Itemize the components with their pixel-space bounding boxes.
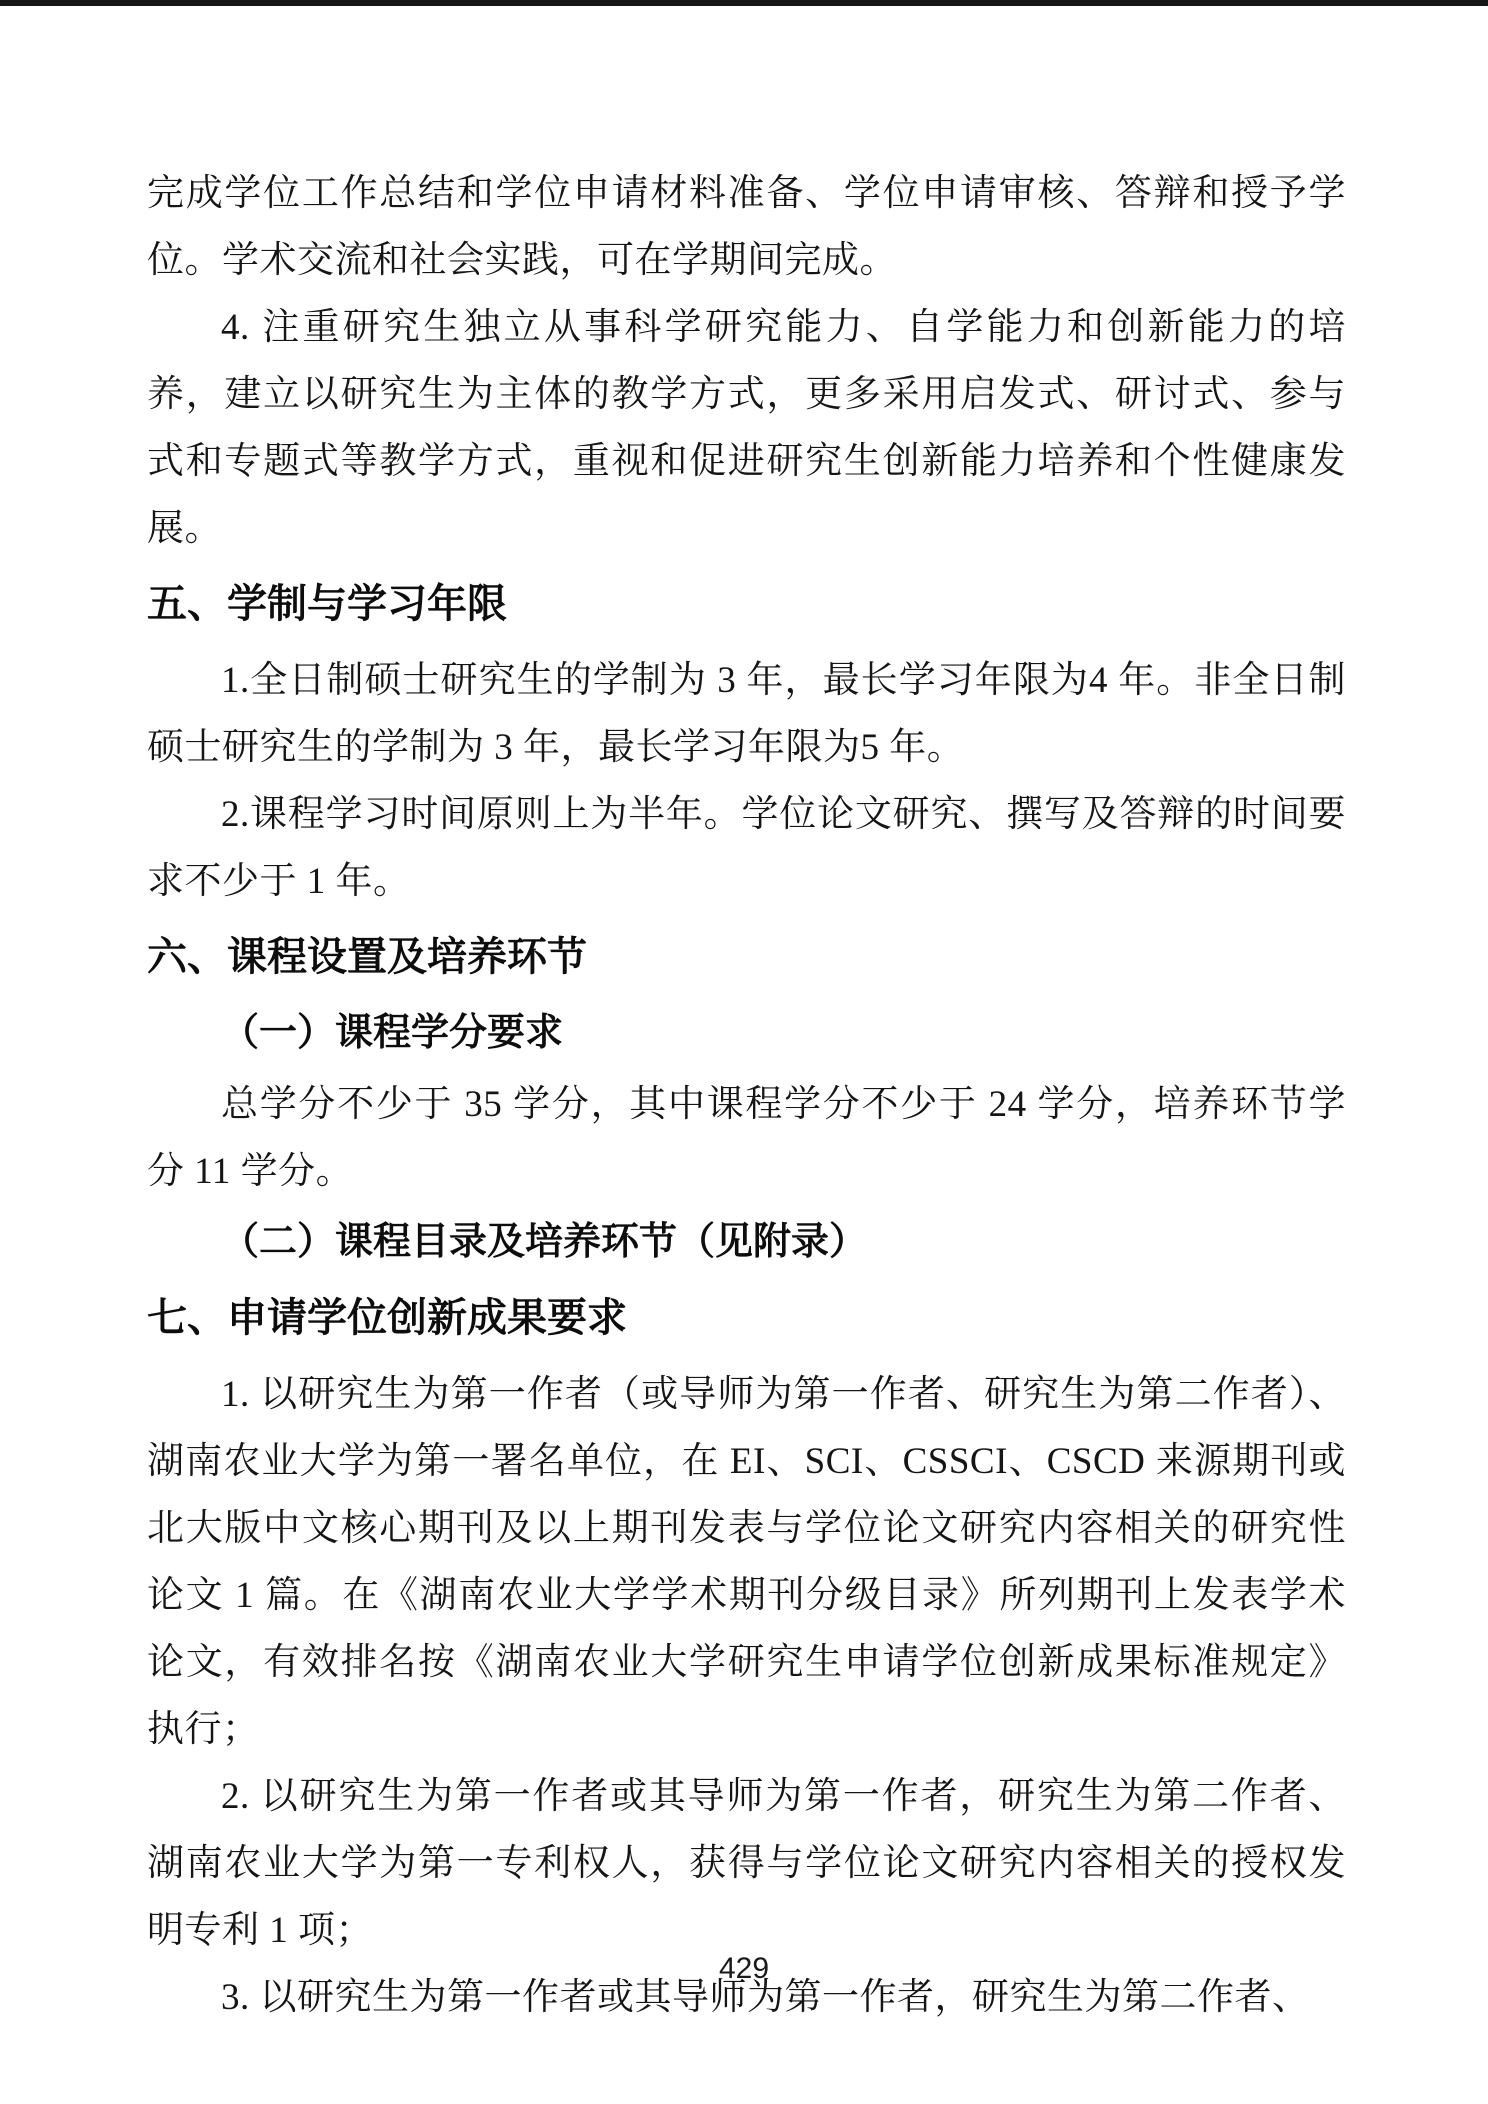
page-footer bbox=[0, 1952, 1488, 1986]
paragraph-total-credits: 总学分不少于 35 学分，其中课程学分不少于 24 学分，培养环节学分 11 学分。 bbox=[147, 1084, 1346, 1192]
section-heading-6-curriculum: 六、课程设置及培养环节 bbox=[147, 935, 587, 979]
paragraph-item-4-training: 4. 注重研究生独立从事科学研究能力、自学能力和创新能力的培养，建立以研究生为主体的教学方式，更多采用启发式、研讨式、参与式和专题式等教学方式，重视和促进研究生创新能力培养和个性健康发展。 bbox=[147, 307, 1346, 549]
page-number: 429 bbox=[718, 1952, 770, 1985]
paragraph-item-2-patent: 2. 以研究生为第一作者或其导师为第一作者，研究生为第二作者、湖南农业大学为第一专利权人，获得与学位论文研究内容相关的授权发明专利 1 项； bbox=[147, 1776, 1346, 1951]
paragraph-course-study-time: 2.课程学习时间原则上为半年。学位论文研究、撰写及答辩的时间要求不少于 1 年。 bbox=[147, 794, 1346, 902]
subheading-course-catalog: （二）课程目录及培养环节（见附录） bbox=[221, 1221, 868, 1263]
paragraph-fulltime-duration: 1.全日制硕士研究生的学制为 3 年，最长学习年限为4 年。非全日制硕士研究生的学制为 3 年，最长学习年限为5 年。 bbox=[147, 660, 1346, 768]
section-heading-5-study-duration: 五、学制与学习年限 bbox=[147, 582, 507, 626]
page-top-border bbox=[0, 0, 1488, 6]
paragraph-item-3-continued: 3. 以研究生为第一作者或其导师为第一作者，研究生为第二作者、 bbox=[221, 1977, 1310, 2018]
paragraph-degree-completion: 完成学位工作总结和学位申请材料准备、学位申请审核、答辩和授予学位。学术交流和社会实践，可在学期间完成。 bbox=[147, 173, 1346, 281]
page-content bbox=[147, 160, 1346, 2031]
subheading-credit-requirements: （一）课程学分要求 bbox=[221, 1012, 564, 1054]
section-heading-7-innovation-requirements: 七、申请学位创新成果要求 bbox=[147, 1296, 627, 1340]
paragraph-item-1-publication: 1. 以研究生为第一作者（或导师为第一作者、研究生为第二作者）、湖南农业大学为第一署名单位，在 EI、SCI、CSSCI、CSCD 来源期刊或北大版中文核心期刊及以上期刊发表与学位论文研究内容相关的研究性论文 1 篇。在《湖南农业大学学术期刊分级目录》所列期刊上发表学术论文，有效排名按《湖南农业大学研究生申请学位创新成果标准规定》执行； bbox=[147, 1374, 1346, 1750]
